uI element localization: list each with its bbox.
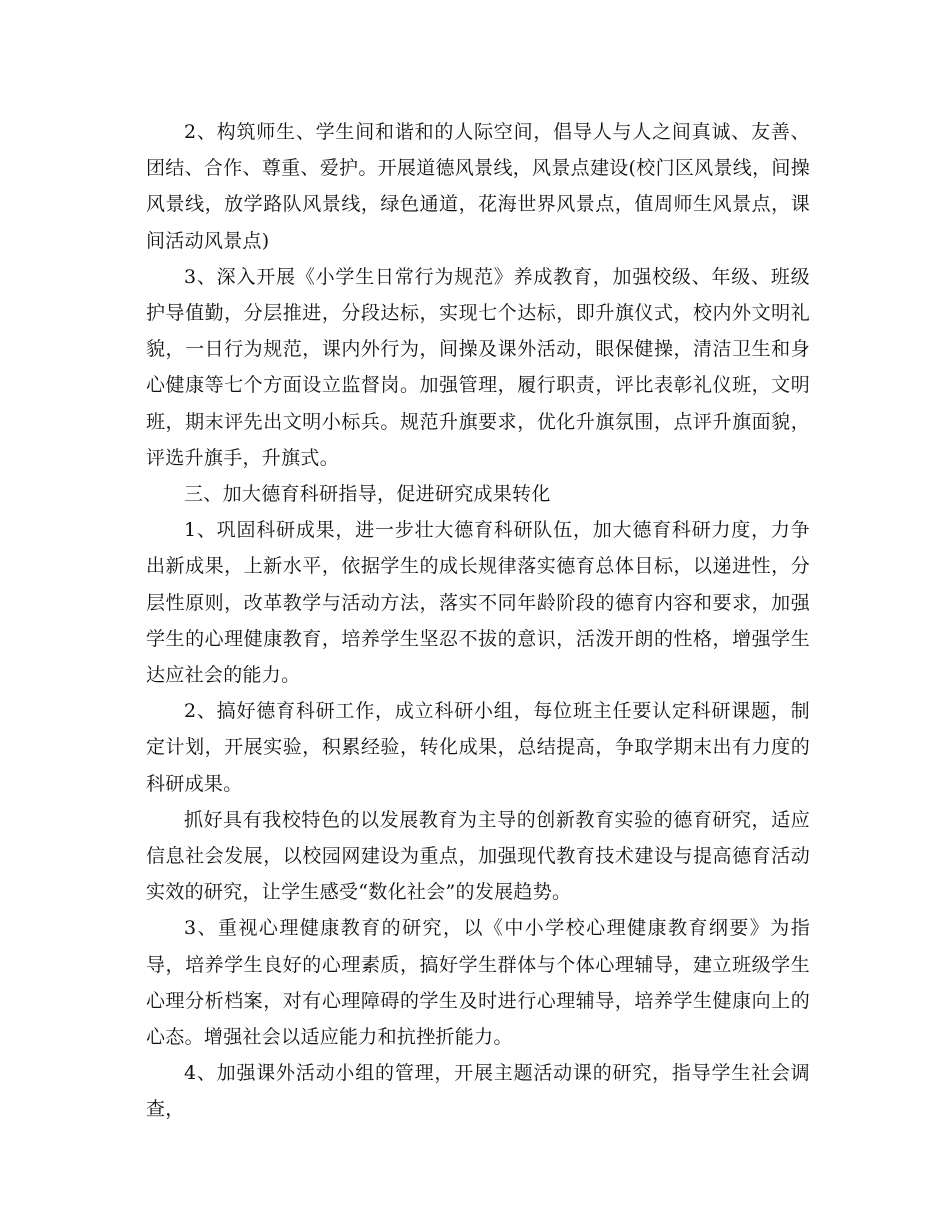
paragraph-item-3-mental-health: 3、重视心理健康教育的研究，以《中小学校心理健康教育纲要》为指导，培养学生良好的心理素质，搞好学生群体与个体心理辅导，建立班级学生心理分析档案，对有心理障碍的学生及时进行心理辅导，培养学生健康向上的心态。增强社会以适应能力和抗挫折能力。 bbox=[146, 917, 810, 1049]
document-body bbox=[146, 114, 810, 1128]
paragraph-innovation-education: 抓好具有我校特色的以发展教育为主导的创新教育实验的德育研究，适应信息社会发展，以校园网建设为重点，加强现代教育技术建设与提高德育活动实效的研究，让学生感受“数化社会”的发展趋势。 bbox=[146, 808, 810, 904]
section-heading-research: 三、加大德育科研指导，促进研究成果转化 bbox=[184, 483, 551, 506]
paragraph-item-2-harmony: 2、构筑师生、学生间和谐和的人际空间，倡导人与人之间真诚、友善、团结、合作、尊重、爱护。开展道德风景线，风景点建设(校门区风景线，间操风景线，放学路队风景线，绿色通道，花海世界风景点，值周师生风景点，课间活动风景点) bbox=[146, 121, 810, 252]
paragraph-item-4-extracurricular: 4、加强课外活动小组的管理，开展主题活动课的研究，指导学生社会调查， bbox=[146, 1062, 810, 1121]
paragraph-item-1-research-results: 1、巩固科研成果，进一步壮大德育科研队伍，加大德育科研力度，力争出新成果，上新水平，依据学生的成长规律落实德育总体目标，以递进性，分层性原则，改革教学与活动方法，落实不同年龄阶段的德育内容和要求，加强学生的心理健康教育，培养学生坚忍不拔的意识，活泼开朗的性格，增强学生达应社会的能力。 bbox=[146, 519, 810, 687]
paragraph-item-3-behavior-norms: 3、深入开展《小学生日常行为规范》养成教育，加强校级、年级、班级护导值勤，分层推进，分段达标，实现七个达标，即升旗仪式，校内外文明礼貌，一日行为规范，课内外行为，间操及课外活动，眼保健操，清洁卫生和身心健康等七个方面设立监督岗。加强管理，履行职责，评比表彰礼仪班，文明班，期末评先出文明小标兵。规范升旗要求，优化升旗氛围，点评升旗面貌，评选升旗手，升旗式。 bbox=[146, 265, 810, 469]
paragraph-item-2-research-work: 2、搞好德育科研工作，成立科研小组，每位班主任要认定科研课题，制定计划，开展实验，积累经验，转化成果，总结提高，争取学期末出有力度的科研成果。 bbox=[146, 700, 810, 795]
